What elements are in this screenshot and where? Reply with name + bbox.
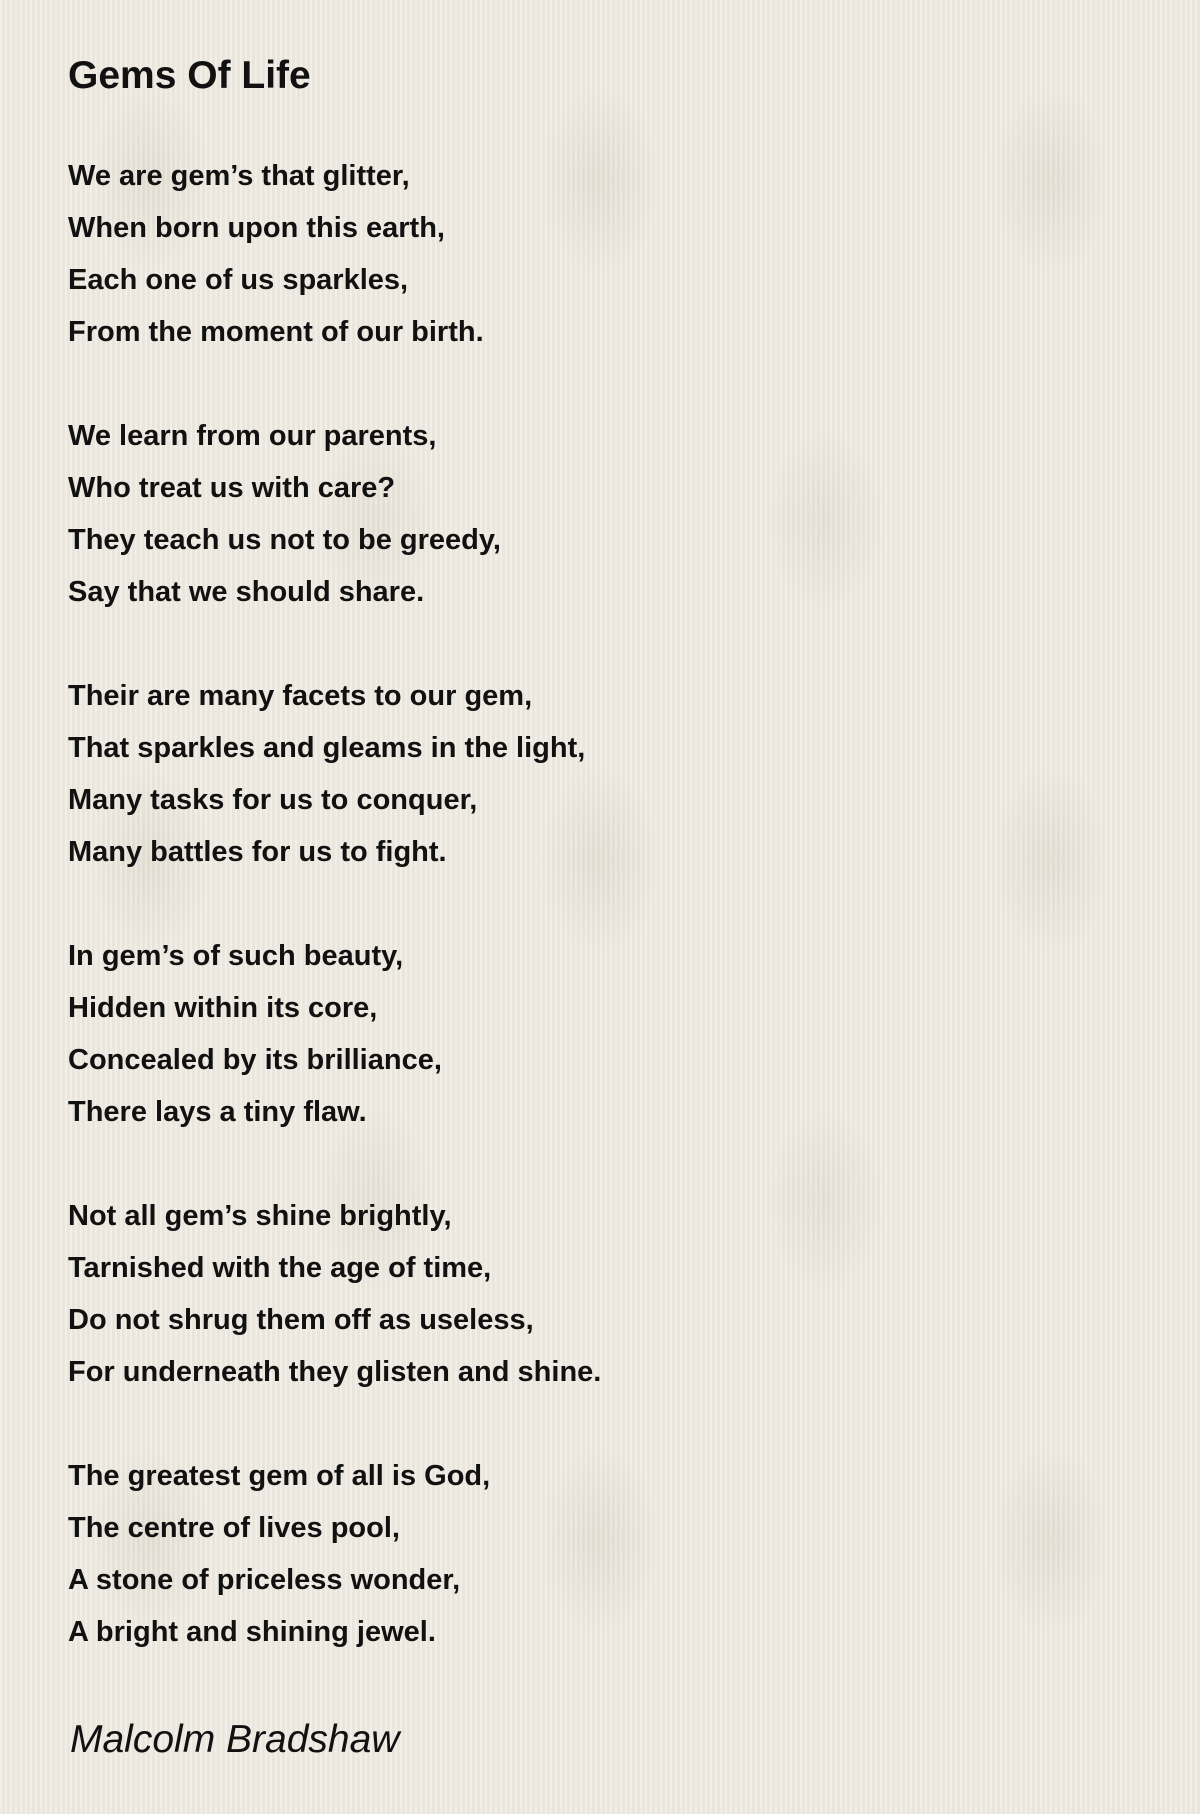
poem-line: Their are many facets to our gem,: [68, 680, 533, 712]
stanza-3: [68, 670, 601, 878]
poem-line: Many tasks for us to conquer,: [68, 784, 478, 816]
stanza-1: [68, 150, 601, 358]
poem-line: From the moment of our birth.: [68, 316, 484, 348]
poem-line: Who treat us with care?: [68, 472, 396, 504]
poem-line: We are gem’s that glitter,: [68, 160, 410, 192]
poem-line: Hidden within its core,: [68, 992, 378, 1024]
poem-author: Malcolm Bradshaw: [70, 1718, 400, 1761]
poem-line: They teach us not to be greedy,: [68, 524, 501, 556]
poem-line: When born upon this earth,: [68, 212, 445, 244]
poem-line: Not all gem’s shine brightly,: [68, 1200, 452, 1232]
poem-line: We learn from our parents,: [68, 420, 437, 452]
poem-line: A bright and shining jewel.: [68, 1616, 436, 1648]
poem-line: A stone of priceless wonder,: [68, 1564, 461, 1596]
poem-line: For underneath they glisten and shine.: [68, 1356, 602, 1388]
poem-line: Do not shrug them off as useless,: [68, 1304, 534, 1336]
stanza-5: [68, 1190, 601, 1398]
stanza-2: [68, 410, 601, 618]
poem-line: The centre of lives pool,: [68, 1512, 400, 1544]
poem-title: Gems Of Life: [68, 54, 311, 97]
poem-line: Concealed by its brilliance,: [68, 1044, 442, 1076]
poem-line: In gem’s of such beauty,: [68, 940, 404, 972]
poem-line: Each one of us sparkles,: [68, 264, 409, 296]
poem-line: Tarnished with the age of time,: [68, 1252, 492, 1284]
poem-body: [68, 150, 601, 1658]
stanza-6: [68, 1450, 601, 1658]
stanza-4: [68, 930, 601, 1138]
poem-line: There lays a tiny flaw.: [68, 1096, 367, 1128]
poem-line: The greatest gem of all is God,: [68, 1460, 491, 1492]
poem-line: Say that we should share.: [68, 576, 425, 608]
poem-line: That sparkles and gleams in the light,: [68, 732, 586, 764]
poem-line: Many battles for us to fight.: [68, 836, 447, 868]
